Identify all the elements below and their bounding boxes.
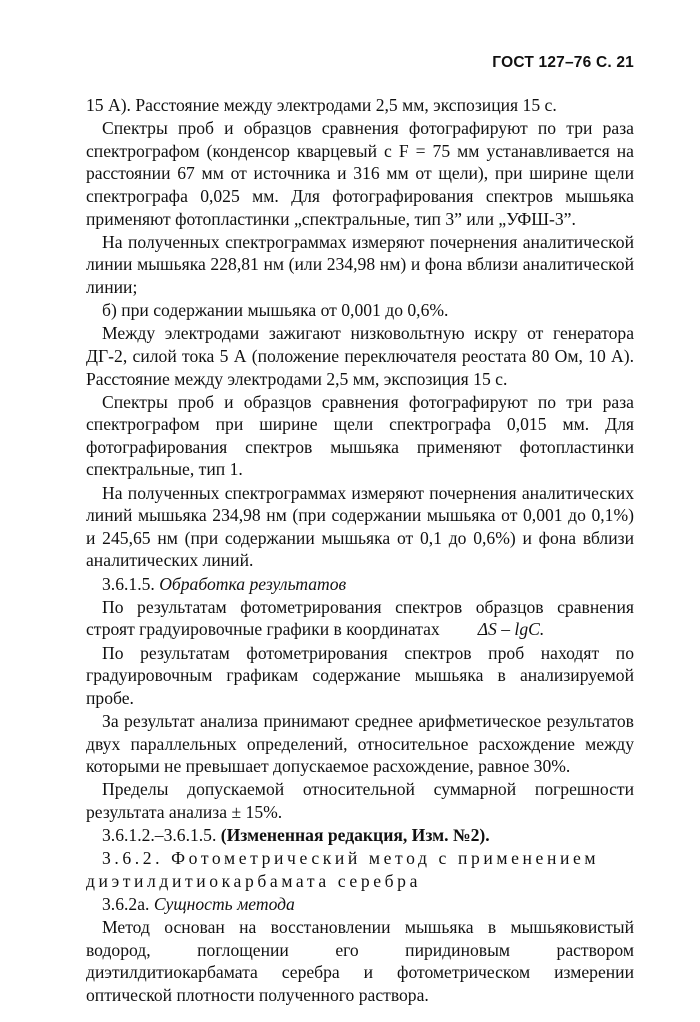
section-heading: [86, 573, 634, 596]
paragraph: Спектры проб и образцов сравнения фотографируют по три раза спектрографом (конденсор кварцевый с F = 75 мм устанавливается на расстоянии 67 мм от источника и 316 мм от щели), при ширине щели спектрографа 0,025 мм. Для фотографирования спектров мышьяка применяют фотопластинки „спектральные, тип 3” или „УФШ-3”.: [86, 118, 634, 229]
paragraph: [86, 596, 634, 641]
document-body: [86, 94, 634, 1007]
paragraph: Спектры проб и образцов сравнения фотографируют по три раза спектрографом при ширине щели спектрографа 0,015 мм. Для фотографирования спектров мышьяка применяют фотопластинки спектральные, тип 1.: [86, 391, 634, 480]
section-number: 3.6.2а.: [102, 894, 150, 915]
section-heading: [86, 893, 634, 916]
paragraph: На полученных спектрограммах измеряют почернения аналитической линии мышьяка 228,81 нм (или 234,98 нм) и фона вблизи аналитической линии;: [86, 231, 634, 297]
paragraph: Между электродами зажигают низковольтную искру от генератора ДГ-2, силой тока 5 А (положение переключателя реостата 80 Ом, 10 А). Расстояние между электродами 2,5 мм, экспозиция 15 с.: [86, 323, 634, 389]
paragraph: За результат анализа принимают среднее арифметическое результатов двух параллельных определений, относительное расхождение между которыми не превышает допускаемое расхождение, равное 30%.: [86, 710, 634, 777]
paragraph: На полученных спектрограммах измеряют почернения аналитических линий мышьяка 234,98 нм (при содержании мышьяка от 0,001 до 0,1%) и 245,65 нм (при содержании мышьяка от 0,1 до 0,6%) и фона вблизи аналитических линий.: [86, 482, 634, 571]
section-title: Обработка результатов: [159, 573, 347, 594]
amendment-note: [86, 824, 634, 847]
paragraph: Метод основан на восстановлении мышьяка в мышьяковистый водород, поглощении его пиридиновым раствором диэтилдитиокарбамата серебра и фотометрическом измерении оптической плотности полученного раствора.: [86, 917, 634, 1006]
paragraph: По результатам фотометрирования спектров проб находят по градуировочным графикам содержание мышьяка в анализируемой пробе.: [86, 642, 634, 708]
page-header: ГОСТ 127–76 С. 21: [492, 54, 634, 71]
section-number: 3.6.1.2.–3.6.1.5.: [102, 825, 217, 846]
paragraph: Пределы допускаемой относительной суммарной погрешности результата анализа ± 15%.: [86, 779, 634, 822]
paragraph-text: По результатам фотометрирования спектров образцов сравнения строят градуировочные графики в координатах: [86, 596, 634, 640]
amendment-text: (Измененная редакция, Изм. №2).: [220, 825, 490, 846]
section-number: 3.6.1.5.: [102, 573, 155, 594]
section-title: Сущность метода: [153, 894, 295, 915]
paragraph: 15 А). Расстояние между электродами 2,5 мм, экспозиция 15 с.: [86, 95, 557, 115]
section-heading: 3.6.2. Фотометрический метод с применением диэтилдитиокарбамата серебра: [86, 848, 600, 891]
formula: ΔS – lgC.: [477, 619, 545, 640]
list-item: б) при содержании мышьяка от 0,001 до 0,6%.: [102, 300, 449, 321]
